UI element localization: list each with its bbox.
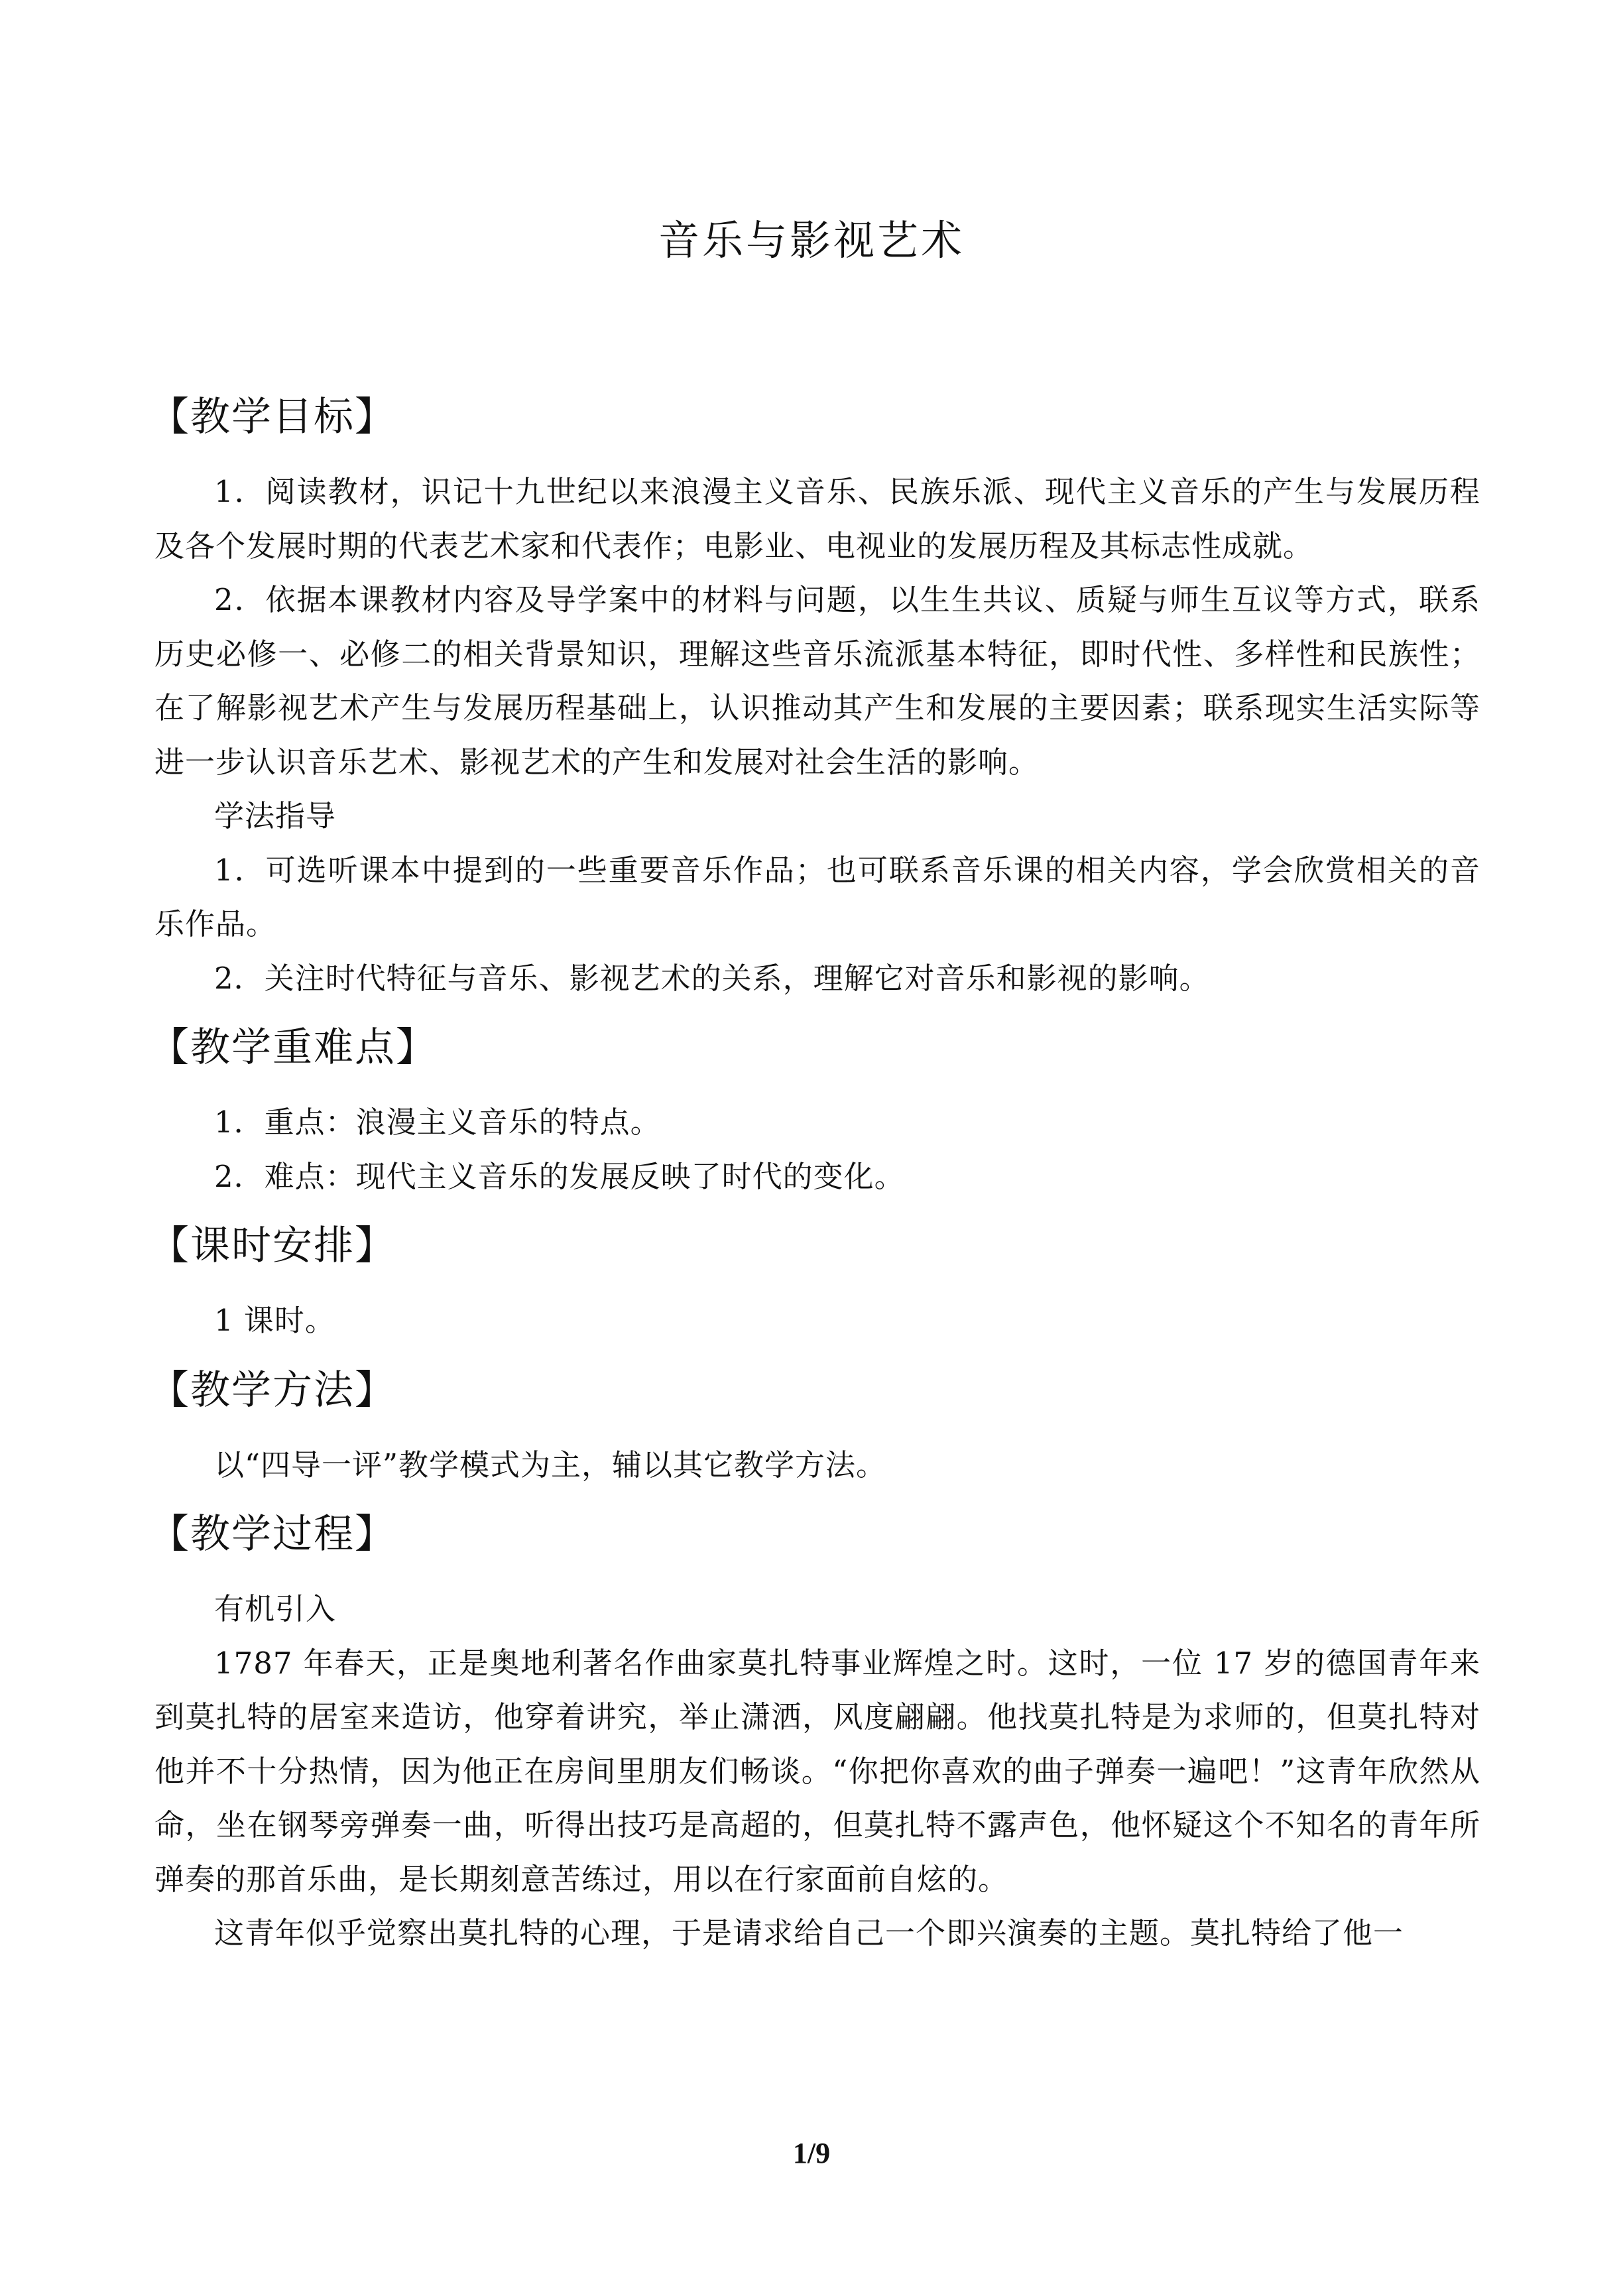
section-heading-process: 【教学过程】	[149, 1511, 396, 1557]
study-method-subheading: 学法指导	[214, 798, 337, 833]
section-heading-goals: 【教学目标】	[149, 394, 396, 440]
section-heading-schedule: 【课时安排】	[149, 1223, 396, 1269]
process-paragraph-2: 这青年似乎觉察出莫扎特的心理，于是请求给自己一个即兴演奏的主题。莫扎特给了他一	[214, 1915, 1404, 1951]
goal-paragraph-1: 1．阅读教材，识记十九世纪以来浪漫主义音乐、民族乐派、现代主义音乐的产生与发展历程及各个发展时期的代表艺术家和代表作；电影业、电视业的发展历程及其标志性成就。	[154, 474, 1480, 564]
study-method-paragraph-2: 2．关注时代特征与音乐、影视艺术的关系，理解它对音乐和影视的影响。	[214, 960, 1210, 996]
study-method-paragraph-1: 1．可选听课本中提到的一些重要音乐作品；也可联系音乐课的相关内容，学会欣赏相关的音乐作品。	[154, 852, 1480, 941]
schedule-text: 1 课时。	[214, 1303, 335, 1338]
document-title: 音乐与影视艺术	[658, 216, 965, 265]
document-body	[149, 375, 1480, 1961]
page-number: 1/9	[792, 2137, 831, 2169]
process-subheading: 有机引入	[214, 1591, 337, 1626]
goal-paragraph-2: 2．依据本课教材内容及导学案中的材料与问题，以生生共议、质疑与师生互议等方式，联系历史必修一、必修二的相关背景知识，理解这些音乐流派基本特征，即时代性、多样性和民族性；在了解影视艺术产生与发展历程基础上，认识推动其产生和发展的主要因素；联系现实生活实际等进一步认识音乐艺术、影视艺术的产生和发展对社会生活的影响。	[154, 582, 1480, 780]
section-heading-key-points: 【教学重难点】	[149, 1024, 437, 1071]
section-heading-methods: 【教学方法】	[149, 1366, 396, 1414]
methods-text: 以“四导一评”教学模式为主，辅以其它教学方法。	[214, 1447, 887, 1482]
key-point-paragraph-2: 2．难点：现代主义音乐的发展反映了时代的变化。	[214, 1158, 905, 1194]
process-paragraph-1: 1787 年春天，正是奥地利著名作曲家莫扎特事业辉煌之时。这时，一位 17 岁的德国青年来到莫扎特的居室来造访，他穿着讲究，举止潇洒，风度翩翩。他找莫扎特是为求师的，但莫扎特对他并不十分热情，因为他正在房间里朋友们畅谈。“你把你喜欢的曲子弹奏一遍吧！”这青年欣然从命，坐在钢琴旁弹奏一曲，听得出技巧是高超的，但莫扎特不露声色，他怀疑这个不知名的青年所弹奏的那首乐曲，是长期刻意苦练过，用以在行家面前自炫的。	[154, 1645, 1480, 1897]
key-point-paragraph-1: 1．重点：浪漫主义音乐的特点。	[214, 1105, 661, 1140]
